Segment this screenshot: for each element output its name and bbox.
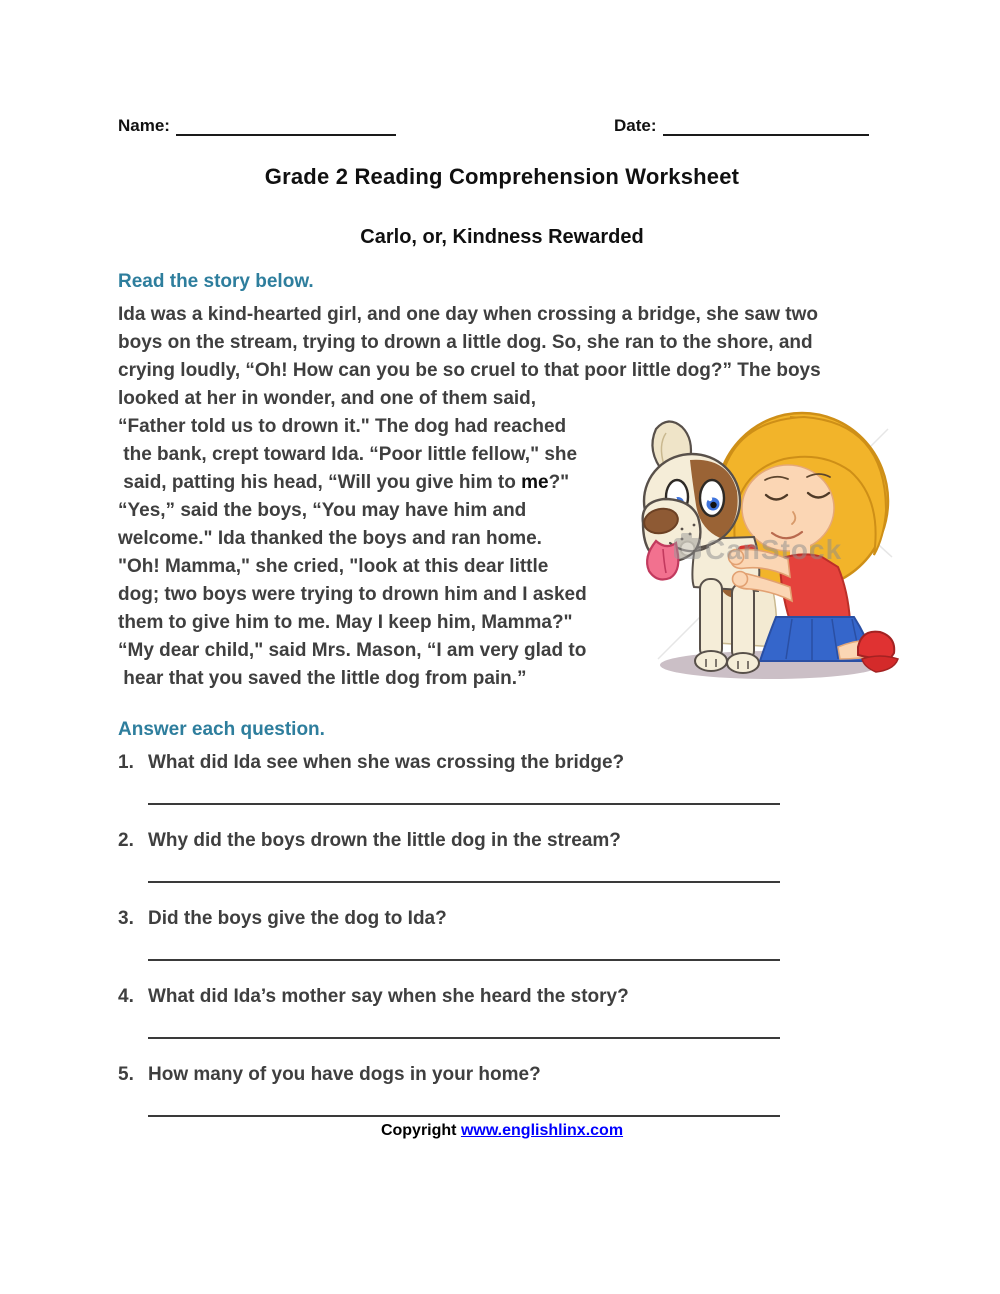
story-line: “Father told us to drown it." The dog had reached: [118, 416, 567, 437]
questions-list: [118, 751, 886, 1141]
story-line: Ida was a kind-hearted girl, and one day when crossing a bridge, she saw two: [118, 304, 819, 325]
story-line: “My dear child," said Mrs. Mason, “I am very glad to: [118, 640, 587, 661]
story-line: them to give him to me. May I keep him, Mamma?": [118, 612, 573, 633]
story-line: hear that you saved the little dog from pain.”: [118, 668, 527, 689]
answer-blank-line: [148, 803, 780, 805]
date-blank-line: [663, 116, 869, 136]
name-field: [118, 116, 396, 136]
page-title: Grade 2 Reading Comprehension Worksheet: [264, 164, 740, 189]
answer-blank-line: [148, 1115, 780, 1117]
story-line: “Yes,” said the boys, “You may have him and: [118, 500, 527, 521]
story-title: Carlo, or, Kindness Rewarded: [360, 226, 644, 248]
englishlinx-link[interactable]: www.englishlinx.com: [460, 1122, 624, 1139]
question-number: 4.: [118, 986, 134, 1007]
story-line: "Oh! Mamma," she cried, "look at this dear little: [118, 556, 549, 577]
read-story-instruction: Read the story below.: [118, 271, 314, 292]
story-text: [118, 301, 886, 701]
story-line-fragment: ?": [548, 472, 570, 493]
name-date-header: [118, 116, 886, 142]
question-text: What did Ida’s mother say when she heard the story?: [148, 986, 629, 1007]
question-text: How many of you have dogs in your home?: [148, 1064, 541, 1085]
story-line: dog; two boys were trying to drown him and I asked: [118, 584, 587, 605]
story-line-bold-word: me: [521, 472, 549, 493]
question-number: 3.: [118, 908, 134, 929]
question-item: [118, 907, 886, 985]
name-label: Name:: [118, 116, 170, 135]
answer-blank-line: [148, 881, 780, 883]
copyright-label: Copyright: [380, 1122, 461, 1139]
page-content: [118, 0, 886, 1294]
story-line: looked at her in wonder, and one of them said,: [118, 388, 537, 409]
story-line: crying loudly, “Oh! How can you be so cruel to that poor little dog?” The boys: [118, 360, 821, 381]
question-number: 5.: [118, 1064, 134, 1085]
footer-copyright: [118, 1122, 886, 1140]
question-number: 1.: [118, 752, 134, 773]
question-item: [118, 829, 886, 907]
answer-questions-instruction: Answer each question.: [118, 719, 325, 740]
question-item: [118, 751, 886, 829]
illustration-girl-hugging-dog: [640, 407, 904, 691]
date-label: Date:: [614, 116, 657, 135]
story-line: the bank, crept toward Ida. “Poor little fellow," she: [118, 444, 578, 465]
girl-hugging-dog-image: [640, 407, 904, 691]
question-text: Why did the boys drown the little dog in the stream?: [148, 830, 621, 851]
story-line: welcome." Ida thanked the boys and ran home.: [118, 528, 542, 549]
answer-blank-line: [148, 959, 780, 961]
answer-blank-line: [148, 1037, 780, 1039]
question-item: [118, 985, 886, 1063]
name-blank-line: [176, 116, 396, 136]
date-field: [614, 116, 869, 136]
question-text: Did the boys give the dog to Ida?: [148, 908, 447, 929]
question-text: What did Ida see when she was crossing the bridge?: [148, 752, 625, 773]
story-line-fragment: said, patting his head, “Will you give him to: [118, 472, 522, 493]
question-number: 2.: [118, 830, 134, 851]
watermark-text: CanStock: [705, 534, 843, 565]
story-line: boys on the stream, trying to drown a little dog. So, she ran to the shore, and: [118, 332, 813, 353]
